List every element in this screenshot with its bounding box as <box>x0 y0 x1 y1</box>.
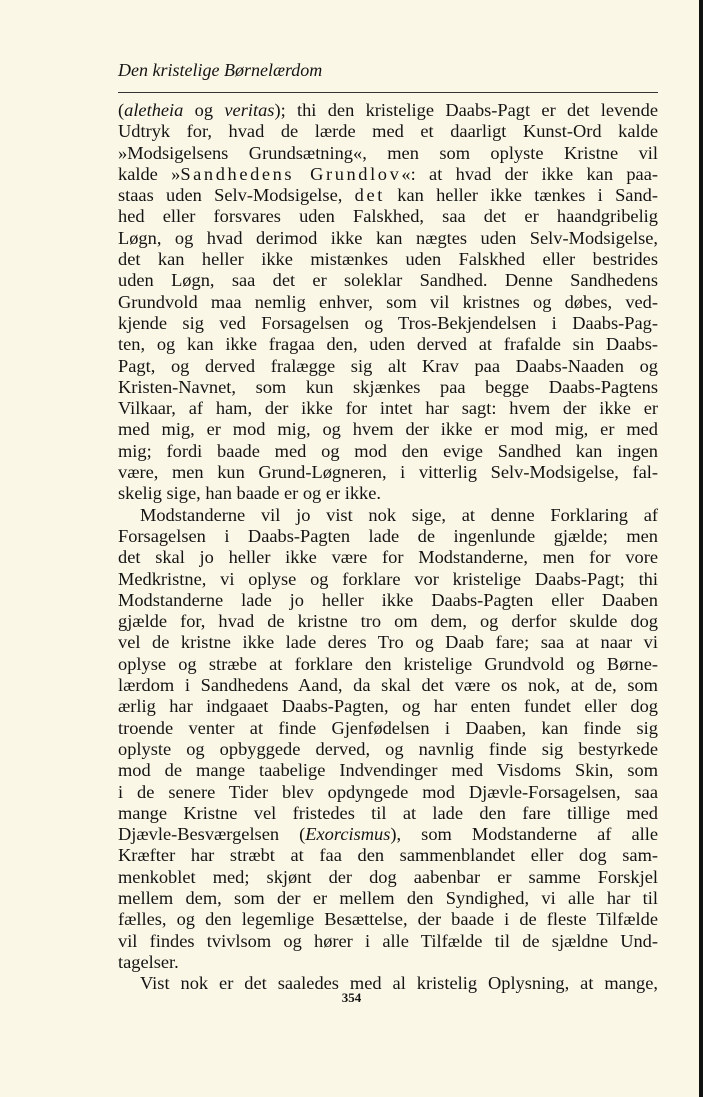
text-segment: Modstanderne lade jo heller ikke Daabs-Pagten eller Daaben <box>118 589 658 610</box>
text-segment: kjende sig ved Forsagelsen og Tros-Bekjendelsen i Daabs-Pag- <box>118 312 658 333</box>
text-line <box>118 206 658 227</box>
text-line <box>118 377 658 398</box>
text-line <box>118 398 658 419</box>
text-line <box>118 483 658 504</box>
text-line <box>118 547 658 568</box>
text-line <box>118 952 658 973</box>
text-segment: ); thi den kristelige Daabs-Pagt er det levende <box>274 100 658 120</box>
text-segment: mellem dem, som der er mellem den Syndighed, vi alle har til <box>118 887 658 908</box>
text-segment: uden Løgn, saa det er soleklar Sandhed. Denne Sandhedens <box>118 270 658 291</box>
text-line <box>118 419 658 440</box>
text-segment: være, men kun Grund-Løgneren, i vitterlig Selv-Modsigelse, fal- <box>118 462 658 483</box>
text-line <box>118 654 658 675</box>
text-segment: skelig sige, han baade er og er ikke. <box>118 483 381 504</box>
text-line <box>118 356 658 377</box>
text-line <box>118 569 658 590</box>
italic-text: veritas <box>224 100 275 120</box>
text-segment: Grundvold maa nemlig enhver, som vil kristnes og døbes, ved- <box>118 291 658 312</box>
text-line <box>118 909 658 930</box>
text-segment: Løgn, og hvad derimod ikke kan nægtes uden Selv-Modsigelse, <box>118 227 658 248</box>
text-segment: ærlig har indgaaet Daabs-Pagten, og har enten fundet eller dog <box>118 696 658 717</box>
text-segment: vel de kristne ikke lade deres Tro og Daab fare; saa at naar vi <box>118 632 658 653</box>
text-segment: troende venter at finde Gjenfødelsen i Daaben, kan finde sig <box>118 717 658 738</box>
text-segment: mig; fordi baade med og mod den evige Sandhed kan ingen <box>118 440 658 461</box>
text-segment: det skal jo heller ikke være for Modstanderne, men for vore <box>118 547 658 568</box>
text-line <box>118 803 658 824</box>
text-segment: Pagt, og derved fralægge sig alt Krav paa Daabs-Naaden og <box>118 355 658 376</box>
text-segment: det kan heller ikke mistænkes uden Falskhed eller bestrides <box>118 249 658 270</box>
text-line <box>118 249 658 270</box>
header-rule <box>118 92 658 93</box>
text-segment: vil findes tvivlsom og hører i alle Tilfælde til de sjældne Und- <box>118 930 658 951</box>
text-line <box>118 696 658 717</box>
text-line <box>118 185 658 206</box>
text-segment: Kristen-Navnet, som kun skjænkes paa begge Daabs-Pagtens <box>118 376 658 397</box>
text-segment: tagelser. <box>118 951 179 972</box>
text-line <box>118 718 658 739</box>
text-segment: Modstanderne vil jo vist nok sige, at denne Forklaring af <box>140 504 658 525</box>
spaced-text: det <box>354 185 385 206</box>
text-segment: Udtryk for, hvad de lærde med et daarligt Kunst-Ord kalde <box>118 121 658 142</box>
text-line <box>118 121 658 142</box>
text-line <box>118 867 658 888</box>
page-edge <box>699 0 703 1097</box>
text-segment: oplyse og stræbe at forklare den kristelige Grundvold og Børne- <box>118 653 658 674</box>
text-line <box>118 824 658 845</box>
text-segment: mod de mange taabelige Indvendinger med Visdoms Skin, som <box>118 760 658 781</box>
text-segment: Djævle-Besværgelsen ( <box>118 824 306 845</box>
text-segment: oplyste og opbyggede derved, og navnlig finde sig bestyrkede <box>118 738 658 759</box>
text-line <box>118 505 658 526</box>
text-segment: i de senere Tider blev opdyngede mod Djævle-Forsagelsen, saa <box>118 781 658 802</box>
text-segment: med mig, er mod mig, og hvem der ikke er mod mig, er med <box>118 419 658 440</box>
text-segment: Vist nok er det saaledes med al kristelig Oplysning, at mange, <box>140 973 658 994</box>
text-segment: »Modsigelsens Grundsætning«, men som oplyste Kristne vil <box>118 142 658 163</box>
text-segment: staas uden Selv-Modsigelse, <box>118 185 355 206</box>
text-line <box>118 143 658 164</box>
text-segment: og <box>183 100 225 120</box>
text-segment: gjælde for, hvad de kristne tro om dem, og derfor skulde dog <box>118 611 658 632</box>
text-segment: kalde » <box>118 163 181 184</box>
text-segment: Medkristne, vi oplyse og forklare vor kristelige Daabs-Pagt; thi <box>118 568 658 589</box>
text-line <box>118 334 658 355</box>
spaced-text: Sandhedens Grundlov <box>180 163 402 184</box>
text-line <box>118 462 658 483</box>
text-line <box>118 164 658 185</box>
text-line <box>118 270 658 291</box>
body-text <box>118 100 658 994</box>
text-line <box>118 931 658 952</box>
text-line <box>118 782 658 803</box>
text-line <box>118 100 658 121</box>
running-header: Den kristelige Børnelærdom <box>118 60 323 80</box>
text-line <box>118 526 658 547</box>
text-line <box>118 760 658 781</box>
text-segment: ten, og kan ikke fragaa den, uden derved at frafalde sin Daabs- <box>118 334 658 355</box>
text-segment: hed eller forsvares uden Falskhed, saa det er haandgribelig <box>118 206 658 227</box>
page-number: 354 <box>341 990 362 1005</box>
text-line <box>118 845 658 866</box>
text-line <box>118 228 658 249</box>
text-segment: Vilkaar, af ham, der ikke for intet har sagt: hvem der ikke er <box>118 398 658 419</box>
text-line <box>118 739 658 760</box>
text-line <box>118 441 658 462</box>
text-segment: lærdom i Sandhedens Aand, da skal det være os nok, at de, som <box>118 675 658 696</box>
text-line <box>118 292 658 313</box>
text-line <box>118 590 658 611</box>
text-segment: «: at hvad der ikke kan paa- <box>401 163 658 184</box>
text-segment: ( <box>118 100 125 120</box>
text-segment: fælles, og den legemlige Besættelse, der baade i de fleste Tilfælde <box>118 909 658 930</box>
text-line <box>118 611 658 632</box>
text-line <box>118 888 658 909</box>
text-segment: menkoblet med; skjønt der dog aabenbar er samme Forskjel <box>118 866 658 887</box>
text-segment: kan heller ikke tænkes i Sand- <box>384 185 658 206</box>
text-line <box>118 675 658 696</box>
text-line <box>118 313 658 334</box>
italic-text: aletheia <box>124 100 184 120</box>
text-segment: Kræfter har stræbt at faa den sammenblandet eller dog sam- <box>118 845 658 866</box>
text-line <box>118 632 658 653</box>
text-segment: mange Kristne vel fristedes til at lade den fare tillige med <box>118 802 658 823</box>
italic-text: Exorcismus <box>305 824 391 845</box>
text-segment: ), som Modstanderne af alle <box>390 824 658 845</box>
text-segment: Forsagelsen i Daabs-Pagten lade de ingenlunde gjælde; men <box>118 525 658 546</box>
